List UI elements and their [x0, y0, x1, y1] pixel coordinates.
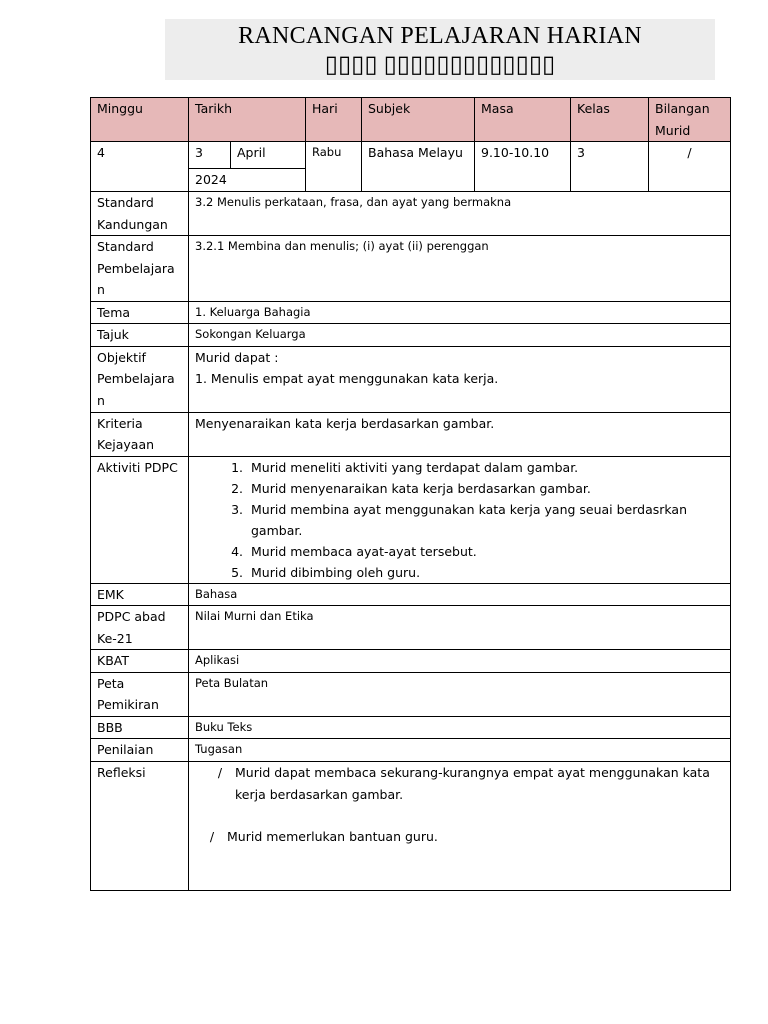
header-tarikh: Tarikh: [189, 98, 306, 142]
value-tajuk: Sokongan Keluarga: [189, 324, 731, 347]
aktiviti-item: 1. Murid meneliti aktiviti yang terdapat dalam gambar.: [247, 457, 724, 478]
value-aktiviti: [189, 456, 731, 583]
aktiviti-item: 3. Murid membina ayat menggunakan kata kerja yang seuai berdasrkan gambar.: [247, 499, 724, 541]
label-objektif: Objektif Pembelajara n: [91, 346, 189, 412]
aktiviti-item: 2. Murid menyenaraikan kata kerja berdasarkan gambar.: [247, 478, 724, 499]
row-kriteria: [91, 412, 731, 456]
label-kriteria: Kriteria Kejayaan: [91, 412, 189, 456]
row-kbat: [91, 650, 731, 673]
header-row: [91, 98, 731, 142]
header-masa: Masa: [475, 98, 571, 142]
label-tema: Tema: [91, 301, 189, 324]
value-emk: Bahasa: [189, 583, 731, 606]
header-hari: Hari: [306, 98, 362, 142]
value-tema: 1. Keluarga Bahagia: [189, 301, 731, 324]
document-subtitle: ▯▯▯▯ ▯▯▯▯▯▯▯▯▯▯▯▯▯: [324, 52, 556, 78]
aktiviti-item: 5. Murid dibimbing oleh guru.: [247, 562, 724, 583]
objektif-item: 1. Menulis empat ayat menggunakan kata kerja.: [195, 371, 499, 386]
header-minggu: Minggu: [91, 98, 189, 142]
refleksi-mark: /: [217, 764, 223, 780]
tarikh-cell: [189, 142, 306, 192]
value-pdpc: Nilai Murni dan Etika: [189, 606, 731, 650]
row-peta: [91, 672, 731, 716]
label-pdpc: PDPC abad Ke-21: [91, 606, 189, 650]
label-emk: EMK: [91, 583, 189, 606]
header-kelas: Kelas: [571, 98, 649, 142]
aktiviti-list: [195, 457, 724, 583]
header-subjek: Subjek: [362, 98, 475, 142]
document-title: RANCANGAN PELAJARAN HARIAN: [238, 23, 642, 49]
row-emk: [91, 583, 731, 606]
refleksi-text: Murid memerlukan bantuan guru.: [227, 828, 438, 844]
masa-value: 9.10-10.10: [475, 142, 571, 192]
row-objektif: [91, 346, 731, 412]
label-peta: Peta Pemikiran: [91, 672, 189, 716]
objektif-intro: Murid dapat :: [195, 349, 279, 365]
document-title-block: [165, 19, 715, 80]
refleksi-mark: /: [209, 828, 215, 844]
kelas-value: 3: [571, 142, 649, 192]
tarikh-year: 2024: [195, 172, 227, 187]
header-bilangan-murid: Bilangan Murid: [649, 98, 731, 142]
row-pdpc: [91, 606, 731, 650]
lesson-plan-table: [90, 97, 731, 891]
value-refleksi: [189, 761, 731, 890]
label-kbat: KBAT: [91, 650, 189, 673]
subjek-value: Bahasa Melayu: [362, 142, 475, 192]
row-standard-pembelajaran: [91, 236, 731, 302]
info-row: [91, 142, 731, 192]
label-penilaian: Penilaian: [91, 739, 189, 762]
value-standard-pembelajaran: 3.2.1 Membina dan menulis; (i) ayat (ii) perenggan: [189, 236, 731, 302]
value-bbb: Buku Teks: [189, 716, 731, 739]
label-tajuk: Tajuk: [91, 324, 189, 347]
row-tajuk: [91, 324, 731, 347]
tarikh-day: 3: [189, 142, 231, 168]
row-aktiviti: [91, 456, 731, 583]
value-kbat: Aplikasi: [189, 650, 731, 673]
value-penilaian: Tugasan: [189, 739, 731, 762]
refleksi-text: Murid dapat membaca sekurang-kurangnya empat ayat menggunakan kata kerja berdasarkan gambar.: [235, 764, 710, 802]
aktiviti-item: 4. Murid membaca ayat-ayat tersebut.: [247, 541, 724, 562]
label-aktiviti: Aktiviti PDPC: [91, 456, 189, 583]
value-standard-kandungan: 3.2 Menulis perkataan, frasa, dan ayat yang bermakna: [189, 192, 731, 236]
minggu-value: 4: [91, 142, 189, 192]
label-refleksi: Refleksi: [91, 761, 189, 890]
row-tema: [91, 301, 731, 324]
hari-value: Rabu: [306, 142, 362, 192]
row-penilaian: [91, 739, 731, 762]
value-peta: Peta Bulatan: [189, 672, 731, 716]
row-refleksi: [91, 761, 731, 890]
label-standard-kandungan: Standard Kandungan: [91, 192, 189, 236]
row-bbb: [91, 716, 731, 739]
label-bbb: BBB: [91, 716, 189, 739]
bilangan-murid-value: /: [649, 142, 731, 192]
row-standard-kandungan: [91, 192, 731, 236]
value-objektif: [189, 346, 731, 412]
value-kriteria: Menyenaraikan kata kerja berdasarkan gambar.: [189, 412, 731, 456]
tarikh-month: April: [237, 145, 266, 160]
label-standard-pembelajaran: Standard Pembelajara n: [91, 236, 189, 302]
